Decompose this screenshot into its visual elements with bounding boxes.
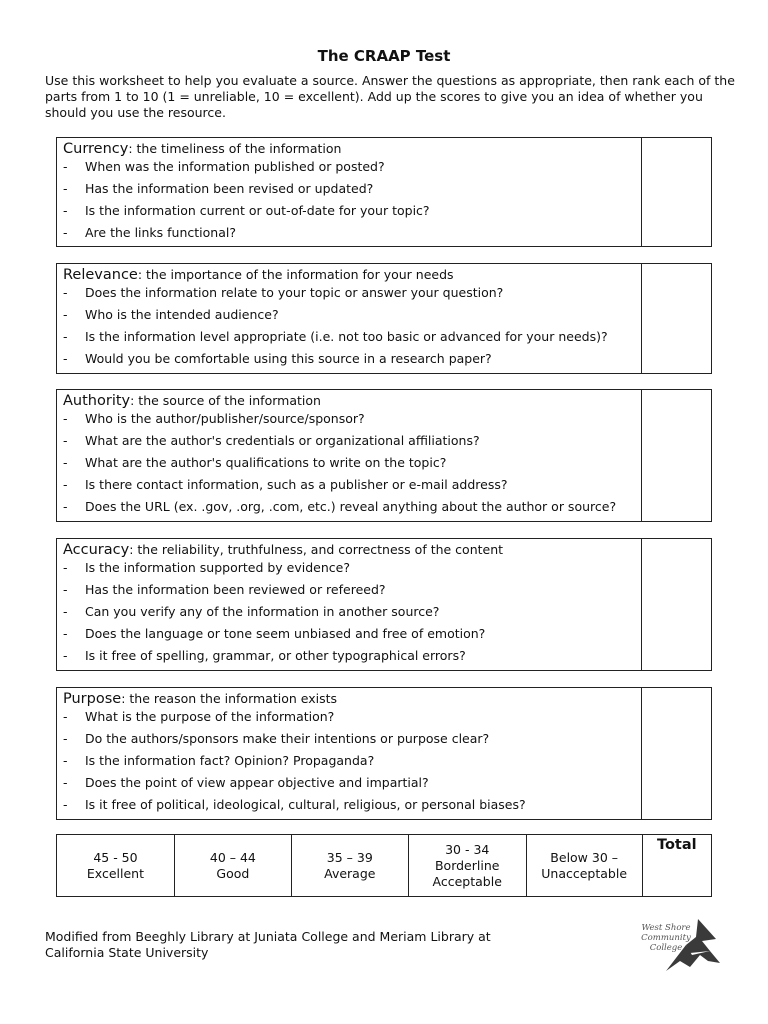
rank-average (292, 835, 409, 896)
section-purpose (56, 687, 712, 820)
logo-line: West Shore (641, 923, 691, 933)
rank-range: Below 30 – (550, 849, 619, 865)
question-item (63, 498, 635, 520)
section-description: : the importance of the information for your needs (137, 267, 454, 282)
score-box-purpose[interactable] (641, 688, 711, 819)
question-item (63, 328, 635, 350)
question-item (63, 559, 635, 581)
section-name: Currency (63, 141, 129, 157)
question-text: Is there contact information, such as a publisher or e-mail address? (85, 477, 508, 492)
rank-label: Good (216, 865, 250, 881)
question-text: Is the information level appropriate (i.e. not too basic or advanced for your needs)? (85, 329, 608, 344)
rank-label: Borderline Acceptable (432, 857, 502, 889)
section-description: : the timeliness of the information (128, 141, 342, 156)
bullet: - (63, 477, 68, 492)
question-text: What are the author's qualifications to write on the topic? (85, 455, 447, 470)
section-name: Relevance (63, 267, 138, 283)
rank-label: Average (324, 865, 376, 881)
question-text: Would you be comfortable using this source in a research paper? (85, 351, 492, 366)
question-item (63, 647, 635, 669)
section-accuracy (56, 538, 712, 671)
question-text: Who is the author/publisher/source/sponsor? (85, 411, 365, 426)
section-heading (63, 391, 635, 410)
bullet: - (63, 582, 68, 597)
bullet: - (63, 181, 68, 196)
section-name: Accuracy (63, 542, 130, 558)
section-description: : the source of the information (130, 393, 321, 408)
section-content (57, 688, 641, 819)
rank-range: 30 - 34 (445, 841, 490, 857)
page-title: The CRAAP Test (317, 47, 451, 65)
bullet: - (63, 351, 68, 366)
bullet: - (63, 455, 68, 470)
question-text: When was the information published or posted? (85, 159, 385, 174)
logo-line: College (649, 943, 683, 953)
question-text: Do the authors/sponsors make their intentions or purpose clear? (85, 731, 490, 746)
total-score-box[interactable] (643, 835, 711, 896)
question-item (63, 202, 635, 224)
score-box-authority[interactable] (641, 390, 711, 521)
bullet: - (63, 753, 68, 768)
bullet: - (63, 604, 68, 619)
bullet: - (63, 225, 68, 240)
question-text: Is it free of spelling, grammar, or other typographical errors? (85, 648, 466, 663)
section-name: Purpose (63, 691, 122, 707)
question-item (63, 581, 635, 603)
bullet: - (63, 411, 68, 426)
section-authority (56, 389, 712, 522)
question-item (63, 432, 635, 454)
bullet: - (63, 709, 68, 724)
question-item (63, 158, 635, 180)
question-item (63, 730, 635, 752)
question-text: Does the language or tone seem unbiased and free of emotion? (85, 626, 486, 641)
question-item (63, 796, 635, 818)
logo-line: Community (641, 933, 691, 943)
section-heading (63, 265, 635, 284)
question-text: Is it free of political, ideological, cultural, religious, or personal biases? (85, 797, 526, 812)
footer-credit: Modified from Beeghly Library at Juniata College and Meriam Library at California State University (45, 929, 491, 960)
bullet: - (63, 433, 68, 448)
bullet: - (63, 307, 68, 322)
question-item (63, 708, 635, 730)
question-text: Does the URL (ex. .gov, .org, .com, etc.) reveal anything about the author or source? (85, 499, 617, 514)
section-description: : the reason the information exists (121, 691, 338, 706)
bullet: - (63, 775, 68, 790)
section-currency (56, 137, 712, 247)
question-item (63, 350, 635, 372)
rank-label: Unacceptable (541, 865, 628, 881)
question-text: Is the information supported by evidence? (85, 560, 350, 575)
rank-good (175, 835, 292, 896)
question-item (63, 180, 635, 202)
section-name: Authority (63, 393, 131, 409)
rank-excellent (57, 835, 175, 896)
question-item (63, 752, 635, 774)
question-text: Who is the intended audience? (85, 307, 279, 322)
score-box-relevance[interactable] (641, 264, 711, 373)
section-heading (63, 139, 635, 158)
question-text: Does the information relate to your topic or answer your question? (85, 285, 504, 300)
bullet: - (63, 329, 68, 344)
question-item (63, 454, 635, 476)
bullet: - (63, 797, 68, 812)
question-text: Has the information been revised or updated? (85, 181, 374, 196)
question-text: Is the information current or out-of-date for your topic? (85, 203, 430, 218)
score-box-accuracy[interactable] (641, 539, 711, 670)
bullet: - (63, 560, 68, 575)
question-item (63, 625, 635, 647)
section-content (57, 390, 641, 521)
rank-range: 45 - 50 (93, 849, 138, 865)
question-item (63, 306, 635, 328)
rank-unacceptable (527, 835, 643, 896)
intro-text: Use this worksheet to help you evaluate a source. Answer the questions as appropriate, then rank each of the parts from 1 to 10 (1 = unreliable, 10 = excellent). Add up the scores to give you an idea of whether you should you use the resource. (45, 73, 735, 120)
section-content (57, 539, 641, 670)
question-item (63, 284, 635, 306)
bullet: - (63, 203, 68, 218)
question-text: Does the point of view appear objective and impartial? (85, 775, 429, 790)
question-text: Has the information been reviewed or refereed? (85, 582, 386, 597)
section-content (57, 264, 641, 373)
question-text: Can you verify any of the information in another source? (85, 604, 440, 619)
score-summary-table (56, 834, 712, 897)
rank-label: Excellent (86, 865, 145, 881)
question-item (63, 410, 635, 432)
section-description: : the reliability, truthfulness, and correctness of the content (129, 542, 504, 557)
bullet: - (63, 731, 68, 746)
rank-range: 35 – 39 (326, 849, 373, 865)
rank-range: 40 – 44 (209, 849, 256, 865)
question-text: Are the links functional? (85, 225, 236, 240)
question-text: Is the information fact? Opinion? Propaganda? (85, 753, 375, 768)
score-box-currency[interactable] (641, 138, 711, 246)
section-content (57, 138, 641, 246)
total-label: Total (657, 837, 697, 853)
bullet: - (63, 285, 68, 300)
bullet: - (63, 626, 68, 641)
bullet: - (63, 648, 68, 663)
question-item (63, 224, 635, 246)
question-item (63, 603, 635, 625)
section-heading (63, 689, 635, 708)
section-relevance (56, 263, 712, 374)
rank-borderline (409, 835, 527, 896)
college-logo (636, 915, 722, 973)
logo-mark-icon (636, 915, 722, 973)
question-text: What are the author's credentials or organizational affiliations? (85, 433, 480, 448)
bullet: - (63, 159, 68, 174)
question-item (63, 476, 635, 498)
section-heading (63, 540, 635, 559)
bullet: - (63, 499, 68, 514)
question-text: What is the purpose of the information? (85, 709, 335, 724)
question-item (63, 774, 635, 796)
